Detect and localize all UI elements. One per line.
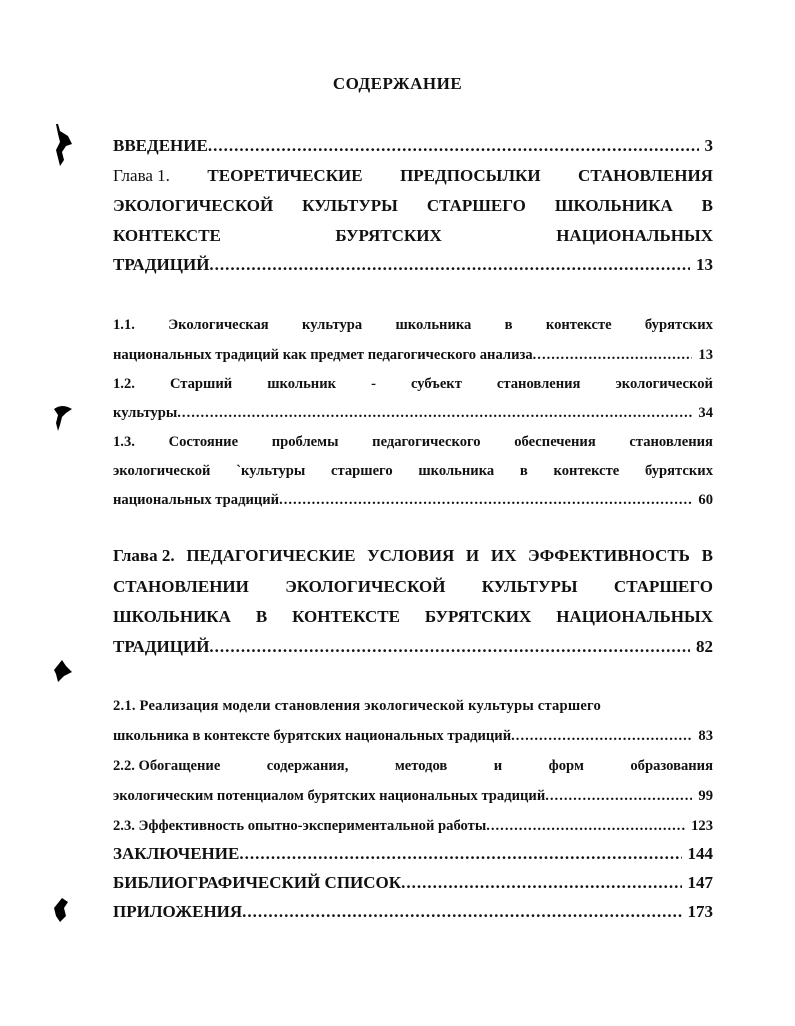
scan-mark-2 [50,403,76,433]
toc-section-1-2-line-1: 1.2. Старший школьник - субъект становления экологической [113,376,713,392]
toc-section-1-3-line-3: национальных традиций ..... 60 [113,489,713,511]
scan-mark-1 [50,122,78,168]
toc-entry-conclusion: ЗАКЛЮЧЕНИЕ ..... 144 [113,843,713,865]
toc-chapter-2-line-1: Глава 2. ПЕДАГОГИЧЕСКИЕ УСЛОВИЯ И ИХ ЭФФЕКТИВНОСТЬ В [113,546,713,565]
toc-chapter-2-line-3: ШКОЛЬНИКА В КОНТЕКСТЕ БУРЯТСКИХ НАЦИОНАЛЬНЫХ [113,607,713,626]
toc-entry-appendix: ПРИЛОЖЕНИЯ ..... 173 [113,901,713,923]
toc-chapter-2-line-4: ТРАДИЦИЙ ..... 82 [113,636,713,658]
toc-chapter-1-line-4: ТРАДИЦИЙ ..... 13 [113,254,713,276]
toc-section-1-1-line-1: 1.1. Экологическая культура школьника в контексте бурятских [113,317,713,333]
toc-entry-bibliography: БИБЛИОГРАФИЧЕСКИЙ СПИСОК ..... 147 [113,872,713,894]
toc-section-1-3-line-1: 1.3. Состояние проблемы педагогического обеспечения становления [113,434,713,450]
toc-section-2-1-line-2: школьника в контексте бурятских национальных традиций ..... 83 [113,725,713,747]
scan-mark-3 [52,658,74,686]
toc-section-2-3: 2.3. Эффективность опытно-экспериментальной работы ..... 123 [113,815,713,837]
toc-entry-introduction: ВВЕДЕНИЕ ..... 3 [113,135,713,157]
toc-chapter-1-line-3: КОНТЕКСТЕ БУРЯТСКИХ НАЦИОНАЛЬНЫХ [113,226,713,245]
scan-mark-4 [50,896,72,924]
toc-section-1-3-line-2: экологической `культуры старшего школьника в контексте бурятских [113,463,713,479]
toc-section-1-2-line-2: культуры ..... 34 [113,402,713,424]
toc-section-2-2-line-1: 2.2. Обогащение содержания, методов и форм образования [113,758,713,774]
toc-section-2-2-line-2: экологическим потенциалом бурятских национальных традиций ..... 99 [113,785,713,807]
toc-chapter-1-line-2: ЭКОЛОГИЧЕСКОЙ КУЛЬТУРЫ СТАРШЕГО ШКОЛЬНИКА В [113,196,713,215]
page-title: СОДЕРЖАНИЕ [332,74,463,93]
toc-chapter-1-line-1: Глава 1. ТЕОРЕТИЧЕСКИЕ ПРЕДПОСЫЛКИ СТАНОВЛЕНИЯ [113,166,713,185]
toc-section-1-1-line-2: национальных традиций как предмет педагогического анализа ..... 13 [113,344,713,366]
toc-section-2-1-line-1: 2.1. Реализация модели становления экологической культуры старшего [113,698,601,714]
toc-chapter-2-line-2: СТАНОВЛЕНИИ ЭКОЛОГИЧЕСКОЙ КУЛЬТУРЫ СТАРШЕГО [113,577,713,596]
